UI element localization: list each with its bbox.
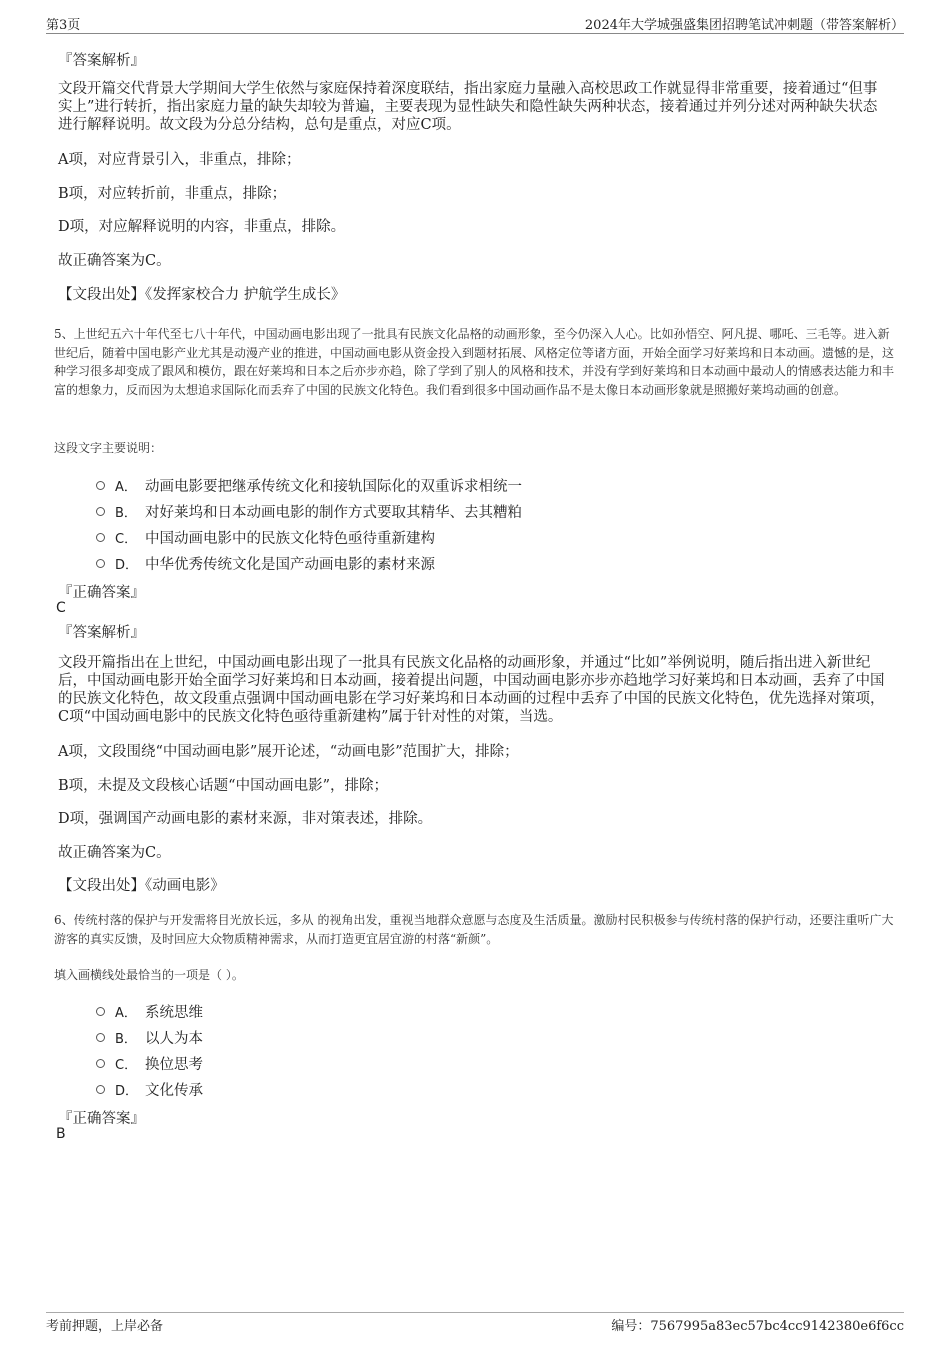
q5-conclusion: 故正确答案为C。 (58, 845, 171, 861)
radio-icon[interactable] (96, 1085, 105, 1094)
q6-option-c[interactable]: C． 换位思考 (96, 1053, 203, 1074)
q5-note-d: D项，强调国产动画电影的素材来源，非对策表述，排除。 (58, 811, 433, 827)
footer-divider (46, 1312, 904, 1313)
radio-icon[interactable] (96, 1059, 105, 1068)
q5-option-b[interactable]: B． 对好莱坞和日本动画电影的制作方式要取其精华、去其糟粕 (96, 501, 522, 522)
radio-icon[interactable] (96, 1007, 105, 1016)
q6-option-d[interactable]: D． 文化传承 (96, 1079, 203, 1100)
document-code: 编号：7567995a83ec57bc4cc9142380e6f6cc (611, 1319, 904, 1334)
analysis-note-b: B项，对应转折前，非重点，排除； (58, 186, 287, 202)
radio-icon[interactable] (96, 1033, 105, 1042)
question-6-prompt: 填入画横线处最恰当的一项是（ ）。 (54, 968, 244, 982)
analysis-label: 『答案解析』 (58, 53, 145, 69)
q6-answer-label: 『正确答案』 (58, 1111, 145, 1127)
q5-answer-label: 『正确答案』 (58, 585, 145, 601)
analysis-note-a: A项，对应背景引入，非重点，排除； (58, 152, 301, 168)
radio-icon[interactable] (96, 481, 105, 490)
analysis-conclusion: 故正确答案为C。 (58, 253, 171, 269)
source-citation: 【文段出处】《发挥家校合力 护航学生成长》 (58, 287, 346, 303)
q5-analysis-label: 『答案解析』 (58, 625, 145, 641)
q5-option-c[interactable]: C． 中国动画电影中的民族文化特色亟待重新建构 (96, 527, 435, 548)
document-title: 2024年大学城强盛集团招聘笔试冲刺题（带答案解析） (584, 18, 904, 33)
q6-option-b[interactable]: B． 以人为本 (96, 1027, 203, 1048)
q5-analysis-text: 文段开篇指出在上世纪，中国动画电影出现了一批具有民族文化品格的动画形象，并通过“比如”举例说明，随后指出进入新世纪后，中国动画电影开始全面学习好莱坞和日本动画，接着提出问题，中国动画电影亦步亦趋地学习好莱坞和日本动画，丢弃了中国的民族文化特色，故文段重点强调中国动画电影在学习好莱坞和日本动画的过程中丢弃了中国的民族文化特色，优先选择对策项，C项“中国动画电影中的民族文化特色亟待重新建构”属于针对性的对策，当选。 (58, 655, 885, 725)
q6-answer: B (56, 1126, 66, 1142)
q5-note-a: A项，文段围绕“中国动画电影”展开论述，“动画电影”范围扩大，排除； (58, 744, 519, 760)
analysis-text: 文段开篇交代背景大学期间大学生依然与家庭保持着深度联结，指出家庭力量融入高校思政工作就显得非常重要，接着通过“但事实上”进行转折，指出家庭力量的缺失却较为普遍，主要表现为显性缺失和隐性缺失两种状态，接着通过并列分述对两种缺失状态进行解释说明。故文段为分总分结构，总句是重点，对应C项。 (58, 81, 878, 133)
q5-option-d[interactable]: D． 中华优秀传统文化是国产动画电影的素材来源 (96, 553, 435, 574)
q6-option-a[interactable]: A． 系统思维 (96, 1001, 203, 1022)
radio-icon[interactable] (96, 507, 105, 516)
question-5-prompt: 这段文字主要说明： (54, 441, 163, 455)
header-divider (46, 33, 904, 34)
question-6-text: 6、传统村落的保护与开发需将目光放长远，多从 的视角出发，重视当地群众意愿与态度及生活质量。激励村民积极参与传统村落的保护行动，还要注重听广大游客的真实反馈，及时回应大众物质精神需求，从而打造更宜居宜游的村落“新颜”。 (54, 913, 894, 946)
q5-note-b: B项，未提及文段核心话题“中国动画电影”，排除； (58, 778, 388, 794)
q5-option-a[interactable]: A． 动画电影要把继承传统文化和接轨国际化的双重诉求相统一 (96, 475, 522, 496)
radio-icon[interactable] (96, 533, 105, 542)
analysis-note-d: D项，对应解释说明的内容，非重点，排除。 (58, 219, 346, 235)
q5-source: 【文段出处】《动画电影》 (58, 878, 225, 894)
q5-answer: C (56, 600, 66, 616)
page-number: 第3页 (46, 18, 81, 33)
question-5-text: 5、上世纪五六十年代至七八十年代，中国动画电影出现了一批具有民族文化品格的动画形象，至今仍深入人心。比如孙悟空、阿凡提、哪吒、三毛等。进入新世纪后，随着中国电影产业尤其是动漫产业的推进，中国动画电影从资金投入到题材拓展、风格定位等诸方面，开始全面学习好莱坞和日本动画。遗憾的是，这种学习很多却变成了跟风和模仿，跟在好莱坞和日本之后亦步亦趋，除了学到了别人的风格和技术，并没有学到好莱坞和日本动画中最动人的情感表达能力和丰富的想象力，反而因为太想追求国际化而丢弃了中国的民族文化特色。我们看到很多中国动画作品不是太像日本动画形象就是照搬好莱坞动画的创意。 (54, 327, 895, 397)
radio-icon[interactable] (96, 559, 105, 568)
footer-slogan: 考前押题，上岸必备 (46, 1319, 164, 1334)
